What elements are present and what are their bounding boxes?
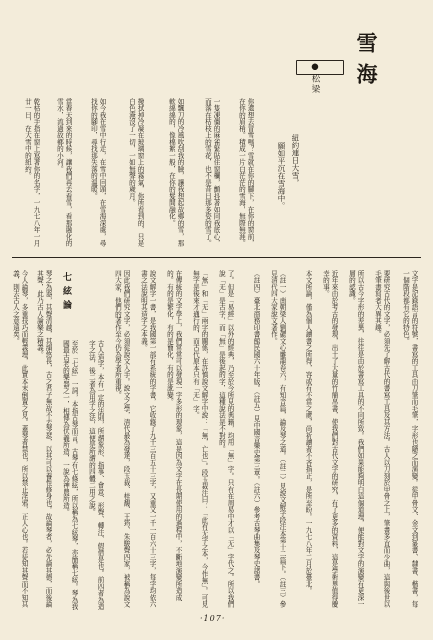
poem-stanza: 如今我在雪中行走，在雪中回頭，在雪海深處，尋找你的腳印，尋找那失落的溫暖。 (89, 98, 106, 247)
essay-column: 因此我們研究文字，必須從說文入手。說文之學，清代最為發達，段玉裁、桂馥、王筠、朱駿聲四家，被稱為說文四大家，他們的著作至今仍為學者所重視。 (113, 270, 130, 608)
essay-footnote: （註一）南朝梁人劉勰文心雕龍卷六，有知音篇，論及琴之道。（註二）見說文解字段注本第十二篇下。（註三）參見清代四大家說文著作。 (269, 270, 286, 608)
section-divider (12, 257, 421, 258)
poem-stanza: 一隻凍僵的麻雀緊貼住窗欄，顫抖著如同我底心，而落在枯枝上的雪花，也不是昔日那多姿的雪了。 (203, 98, 220, 247)
essay-column: 古人造字，本有一定的法則，所謂象形、指事、會意、形聲、轉注、假借是也。前四者為造字之法，後二者為用字之法，這便是所謂的四體二用之說。 (87, 340, 104, 610)
essay-column: 在傳統的文字學上，我們常常可以發現一字多形的現象，這是因為文字在長期使用的過程中，不斷地演變所造成的。有的是繁化，有的是簡化，有的是訛變。 (165, 270, 182, 601)
poem-stanza: 如飄刀的冷風吹刮我的臉，讓我想起故鄉的雪，那軟綿綿的，像棉絮一般，在你的髮間融化。 (167, 98, 184, 247)
poem-signature: 乾枯的手指在窗上寫著你的名字，一九七八年一月廿一日，在大雪中的紐約。 (23, 98, 40, 247)
essay-column: 說文解字一書，是我國第一部有系統的字書，它收錄了九千三百五十三字，又重文一千一百六十三字，每字均依六書之法說明其造字之本義。 (139, 270, 156, 608)
essay-column: 今人論琴，多重技巧而輕義理，此實本末倒置之見。蓋琴者禁也，所以禁止淫邪，正人心也。若徒知其聲而不知其義，則去古人之意遠矣。 (11, 270, 28, 608)
poem-stanza: 你還想去冒雪嗎？雪就在你的腳下，在你的窗前，在你的眉梢。積成一片白茫茫的雪海，無際無涯。 (237, 98, 254, 247)
poem-title: 雪海 (354, 32, 379, 94)
essay-column: 所以古今字形的差異，往往是由於書寫工具的不同所致。我們如果能夠明白這個道理，便能對文字的演變有更深一層的認識。 (347, 270, 364, 608)
poem-stanza: 當春天到來的時候，讓我們再去看雪，看那融化的雪水，流過故鄉的小河。 (55, 98, 72, 247)
poem-author: ●松梁 (310, 62, 320, 95)
page-number: ·107· (200, 614, 226, 623)
essay-title: 七絃論 (61, 272, 71, 314)
essay-column: 文字是記錄語言的符號，書寫的工具由刀筆而毛筆，字形也隨之而演變。從甲骨文、金文到篆書、隸書、楷書，每一個階段都有它的特色。 (401, 270, 418, 608)
essay-column: 近年來由於考古的發現，出土了大量的竹簡帛書，使我們對古代文字的研究，有了更多的資料，這是學術界值得慶幸的事。 (321, 270, 338, 608)
essay-column: 「無」和「无」兩字的關係，在許慎說文解字中說：「無，亡也」。段玉裁注曰：「此有无字之本，今作無」。可見無字是後來才通行的，而古代原本只有「无」字。 (191, 270, 208, 608)
dedication-line: 願如平沉在雪海中。 (277, 142, 286, 210)
essay-column: 了。但是「易經」以外的經典，乃至於今所見的典籍，均用「無」字。只有在周易中才以「无」字代之。所以我們說「无」是古字，而「無」是後起的字，這種說法是不對的。 (217, 270, 234, 608)
essay-footnote: （註四）臺北商務印書館民國六十年版。（註五）見中國音樂史第三章。（註六）參考古琴曲集及琴史諸書。 (252, 270, 260, 588)
essay-column: 本文所論，僅為個人讀書之所得，容或有不當之處，尚祈讀者不吝指正，是所至盼。一九七八年二月於臺北。 (304, 270, 312, 594)
essay-column: 至於「七絃」一詞，本指古琴而言。古琴有七條絃，所以稱為七絃琴，亦簡稱七絃。琴為我國最古老的樂器之一，相傳為伏羲所造，一說為神農所造。 (61, 340, 78, 610)
essay-column: 琴之為器，其聲清越，其韻悠長，古之君子無故不去琴瑟，以其可以養性修身也。故論琴者，必先論其德，而後論其聲，此乃古人論樂之精義。 (35, 270, 52, 608)
dedication-line: 紐約連日大雪， (291, 134, 300, 187)
poem-stanza: 撥拭掉冷凝在玻璃窗上的霧氣，你所看到的，只是白色淹沒了一切，一如無聲的歲月。 (127, 98, 144, 247)
essay-column: 要研究古代的文字，必須先了解古代的書寫工具及其方法。古人以刀刻於甲骨之上，筆畫多直而少曲，這與後世以毛筆書寫者大異其趣。 (373, 270, 390, 608)
poem-dedication (260, 98, 316, 218)
